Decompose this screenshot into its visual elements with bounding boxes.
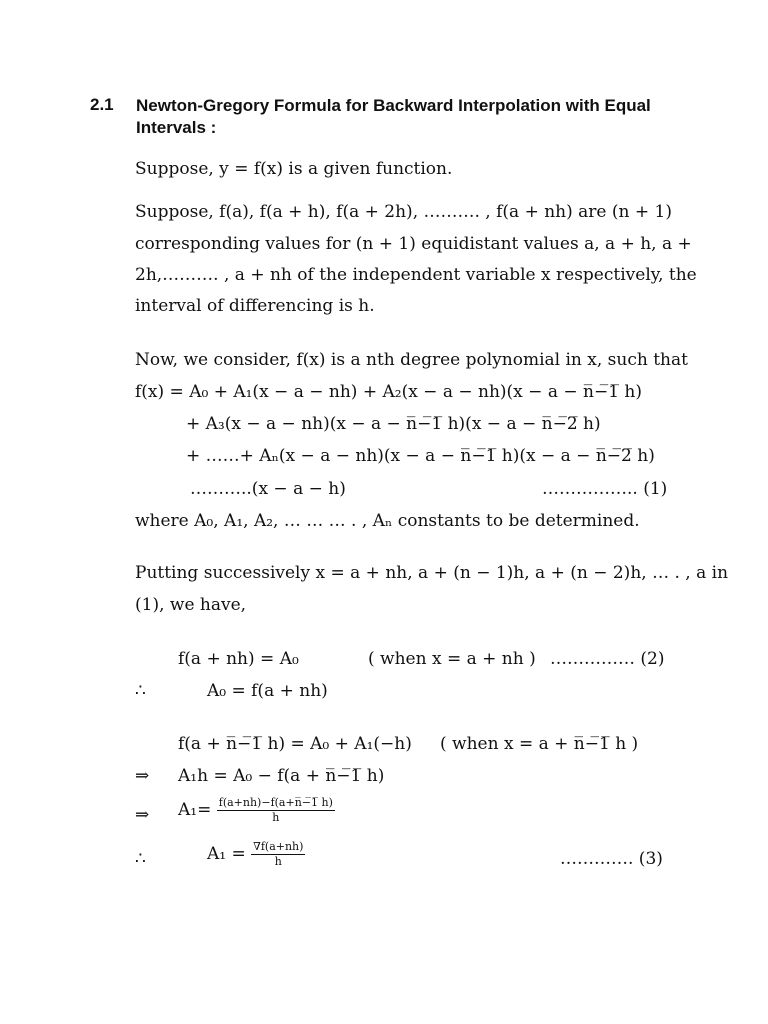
polynomial-line: ………..(x − a − h) [190,479,346,499]
implies-symbol: ⇒ [135,766,150,786]
therefore-symbol: ∴ [135,681,146,701]
polynomial-line: + A₃(x − a − nh)(x − a − n̅−̅1̅ h)(x − a − n̅−̅2̅ h) [186,414,601,434]
paragraph-line: 2h,………. , a + nh of the independent variable x respectively, the [135,265,697,285]
constants-line: where A₀, A₁, A₂, … … … . , Aₙ constants to be determined. [135,511,640,531]
polynomial-line: f(x) = A₀ + A₁(x − a − nh) + A₂(x − a − nh)(x − a − n̅−̅1̅ h) [135,382,643,402]
fraction-denominator: h [272,811,280,824]
fraction-lhs: A₁ = [207,844,246,864]
equation-condition: ( when x = a + n̅−̅1̅ h ) [440,734,639,754]
fraction [251,840,305,869]
section-number: 2.1 [90,95,114,114]
polynomial-line: + ……+ Aₙ(x − a − nh)(x − a − n̅−̅1̅ h)(x − a − n̅−̅2̅ h) [186,446,655,466]
equation-reference: …………… (2) [550,649,665,669]
equation-reference: …………. (3) [560,849,663,869]
paragraph-line: Suppose, y = f(x) is a given function. [135,159,453,179]
equation-main: f(a + n̅−̅1̅ h) = A₀ + A₁(−h) [178,734,412,754]
fraction-lhs: A₁= [178,800,212,820]
fraction-denominator: h [274,855,282,868]
paragraph-line: corresponding values for (n + 1) equidistant values a, a + h, a + [135,234,692,254]
section-title: Newton-Gregory Formula for Backward Interpolation with Equal Intervals : [136,96,651,137]
equation-main: f(a + nh) = A₀ [178,649,299,669]
fraction-numerator: ∇f(a+nh) [253,840,304,853]
paragraph-line: interval of differencing is h. [135,296,375,316]
paragraph-line: Putting successively x = a + nh, a + (n − 1)h, a + (n − 2)h, … . , a in [135,563,729,583]
equation-step [178,796,335,825]
equation-step: A₁h = A₀ − f(a + n̅−̅1̅ h) [178,766,385,786]
paragraph-line: Now, we consider, f(x) is a nth degree polynomial in x, such that [135,350,688,370]
equation-condition: ( when x = a + nh ) [368,649,536,669]
paragraph-line: Suppose, f(a), f(a + h), f(a + 2h), ………. , f(a + nh) are (n + 1) [135,202,672,222]
therefore-symbol: ∴ [135,849,146,869]
paragraph-line: (1), we have, [135,595,247,615]
equation-reference: …………….. (1) [542,479,668,499]
fraction-numerator: f(a+nh)−f(a+n̅−̅1̅ h) [218,796,333,809]
equation-result [207,840,305,869]
implies-symbol: ⇒ [135,805,150,825]
equation-result: A₀ = f(a + nh) [207,681,328,701]
fraction [217,796,335,825]
